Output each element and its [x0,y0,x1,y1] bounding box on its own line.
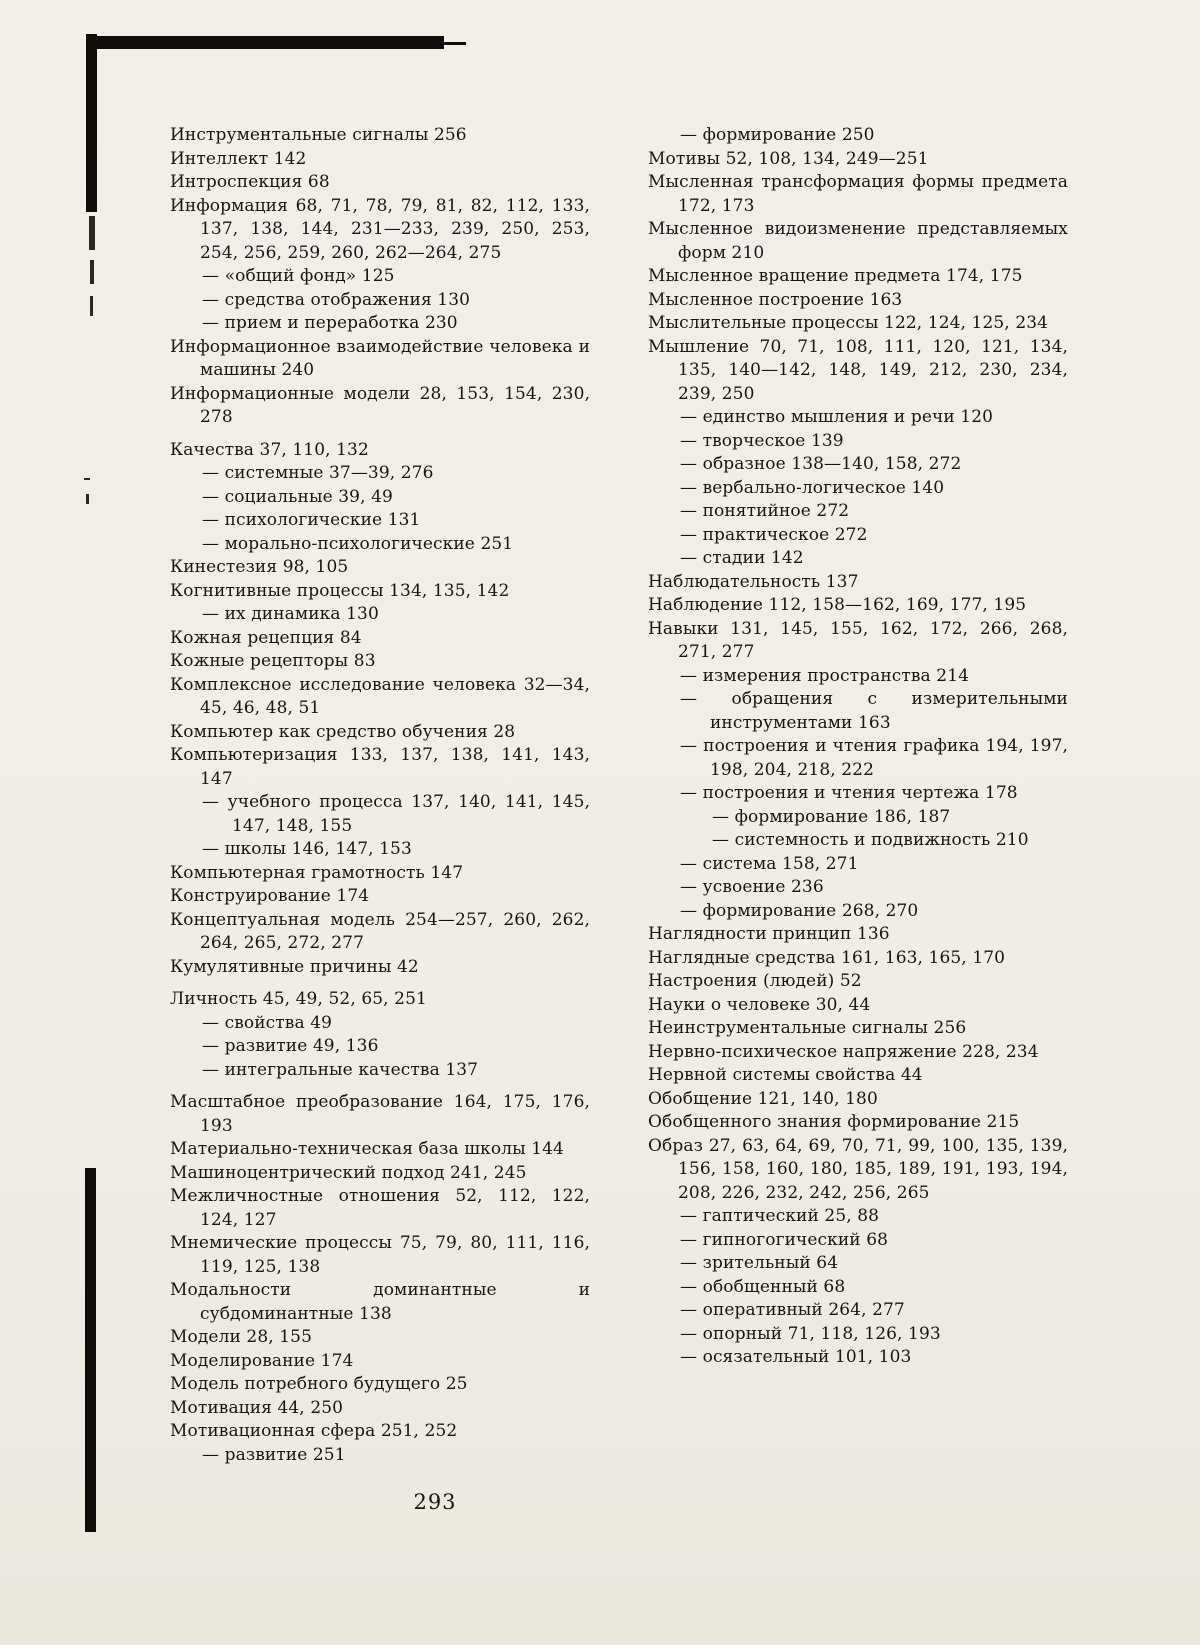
index-entry: — школы 146, 147, 153 [202,839,412,859]
index-entry: Мнемические процессы 75, 79, 80, 111, 116, 119, 125, 138 [170,1233,590,1277]
index-entry: — измерения пространства 214 [680,665,970,686]
index-entry: Комплексное исследование человека 32—34, 45, 46, 48, 51 [170,674,590,718]
index-entry: Нервно-психическое напряжение 228, 234 [648,1041,1039,1062]
index-entry: — системные 37—39, 276 [202,463,434,483]
index-entry: Мысленное построение 163 [648,289,903,310]
index-entry: — понятийное 272 [680,501,850,521]
index-entry: Модель потребного будущего 25 [170,1374,468,1394]
scan-artifact-left-streak-3 [90,296,93,316]
index-entry: — системность и подвижность 210 [712,830,1029,850]
index-column-right [648,124,1068,1370]
index-entry: Компьютерная грамотность 147 [170,862,464,883]
index-entry: — вербально-логическое 140 [680,477,945,498]
index-entry: Интеллект 142 [170,148,307,169]
index-entry: Мотивы 52, 108, 134, 249—251 [648,148,929,169]
scan-artifact-left-bar-top [86,34,97,212]
index-entry: Нервной системы свойства 44 [648,1065,923,1085]
index-entry: Наблюдательность 137 [648,571,859,592]
index-entry: Мышление 70, 71, 108, 111, 120, 121, 134, 135, 140—142, 148, 149, 212, 230, 234, 239, 250 [648,336,1068,404]
index-entry: — стадии 142 [680,548,804,568]
index-entry: Инструментальные сигналы 256 [170,125,467,145]
index-entry: — гаптический 25, 88 [680,1206,880,1226]
index-entry: Наглядные средства 161, 163, 165, 170 [648,947,1006,968]
index-entry: — зрительный 64 [680,1253,839,1273]
scan-artifact-top-bar-tail [442,42,466,45]
index-entry: Мысленное видоизменение представляемых форм 210 [648,219,1068,263]
scan-artifact-left-streak-1 [89,216,95,250]
index-entry: — построения и чтения чертежа 178 [680,783,1018,803]
index-entry: Концептуальная модель 254—257, 260, 262, 264, 265, 272, 277 [170,909,590,953]
index-entry: — усвоение 236 [680,877,824,897]
index-entry: Конструирование 174 [170,886,370,906]
index-entry: — формирование 250 [680,125,875,145]
index-entry: — обобщенный 68 [680,1276,846,1297]
index-entry: Науки о человеке 30, 44 [648,994,871,1015]
index-entry: Неинструментальные сигналы 256 [648,1018,967,1038]
page-number: 293 [413,1490,457,1514]
index-entry: — «общий фонд» 125 [202,266,395,286]
index-entry: — практическое 272 [680,524,868,545]
index-entry: Навыки 131, 145, 155, 162, 172, 266, 268, 271, 277 [648,618,1068,662]
index-entry: — их динамика 130 [202,604,379,624]
index-entry: — опорный 71, 118, 126, 193 [680,1323,941,1344]
index-entry: Кожные рецепторы 83 [170,651,376,671]
index-entry: — развитие 49, 136 [202,1036,379,1056]
index-entry: Кумулятивные причины 42 [170,956,419,977]
index-entry: — единство мышления и речи 120 [680,407,994,427]
index-entry: — учебного процесса 137, 140, 141, 145, 147, 148, 155 [202,792,590,836]
index-entry: Мыслительные процессы 122, 124, 125, 234 [648,313,1049,333]
index-entry: Мысленная трансформация формы предмета 172, 173 [648,172,1068,216]
index-entry: Мотивация 44, 250 [170,1397,344,1418]
index-entry: Обобщенного знания формирование 215 [648,1112,1020,1132]
index-entry: — осязательный 101, 103 [680,1347,912,1367]
index-entry: Компьютер как средство обучения 28 [170,721,516,742]
scan-artifact-left-bar-bottom [85,1168,96,1532]
index-entry: — морально-психологические 251 [202,533,514,554]
index-entry: — формирование 186, 187 [712,806,951,827]
index-entry: Образ 27, 63, 64, 69, 70, 71, 99, 100, 135, 139, 156, 158, 160, 180, 185, 189, 191, 193, 194, 208, 226, 232, 242, 256, 265 [648,1135,1068,1203]
scan-artifact-left-tick-2 [86,494,89,504]
scan-artifact-left-tick-1 [84,478,90,480]
index-entry: — средства отображения 130 [202,289,471,310]
scan-artifact-left-streak-2 [90,260,94,284]
index-entry: — построения и чтения графика 194, 197, 198, 204, 218, 222 [680,736,1068,780]
index-entry: Кожная рецепция 84 [170,627,362,648]
index-entry: Наблюдение 112, 158—162, 169, 177, 195 [648,595,1027,615]
index-entry: — психологические 131 [202,510,421,530]
index-entry: Личность 45, 49, 52, 65, 251 [170,989,427,1009]
index-entry: Информационное взаимодействие человека и машины 240 [170,336,590,380]
index-entry: — социальные 39, 49 [202,486,393,507]
index-entry: Кинестезия 98, 105 [170,557,349,577]
index-entry: Мотивационная сфера 251, 252 [170,1421,458,1441]
index-entry: Масштабное преобразование 164, 175, 176, 193 [170,1092,590,1136]
index-entry: Информация 68, 71, 78, 79, 81, 82, 112, 133, 137, 138, 144, 231—233, 239, 250, 253, 254, 256, 259, 260, 262—264, 275 [170,195,590,263]
index-entry: Материально-техническая база школы 144 [170,1139,564,1159]
index-entry: Компьютеризация 133, 137, 138, 141, 143, 147 [170,745,590,789]
index-entry: — образное 138—140, 158, 272 [680,454,962,474]
index-column-left [170,124,590,1467]
index-entry: Качества 37, 110, 132 [170,439,369,460]
index-entry: — интегральные качества 137 [202,1059,479,1080]
index-entry: Мысленное вращение предмета 174, 175 [648,266,1023,286]
index-entry: Настроения (людей) 52 [648,971,862,991]
index-entry: Интроспекция 68 [170,172,330,192]
index-entry: — прием и переработка 230 [202,313,458,333]
index-entry: — система 158, 271 [680,853,859,874]
index-entry: — творческое 139 [680,430,844,451]
index-entry: Машиноцентрический подход 241, 245 [170,1162,527,1183]
index-entry: — развитие 251 [202,1444,346,1465]
index-entry: Модели 28, 155 [170,1327,312,1347]
index-entry: Моделирование 174 [170,1350,354,1371]
index-entry: Наглядности принцип 136 [648,924,890,944]
index-entry: — свойства 49 [202,1012,333,1033]
index-entry: Модальности доминантные и субдоминантные 138 [170,1280,590,1324]
index-entry: — формирование 268, 270 [680,900,919,921]
index-entry: Когнитивные процессы 134, 135, 142 [170,580,510,601]
index-entry: — гипногогический 68 [680,1229,889,1250]
index-entry: — обращения с измерительными инструментами 163 [680,689,1068,733]
index-entry: — оперативный 264, 277 [680,1300,905,1320]
index-entry: Межличностные отношения 52, 112, 122, 124, 127 [170,1186,590,1230]
index-entry: Информационные модели 28, 153, 154, 230, 278 [170,383,590,427]
index-entry: Обобщение 121, 140, 180 [648,1088,878,1109]
scan-artifact-top-bar [88,36,444,49]
